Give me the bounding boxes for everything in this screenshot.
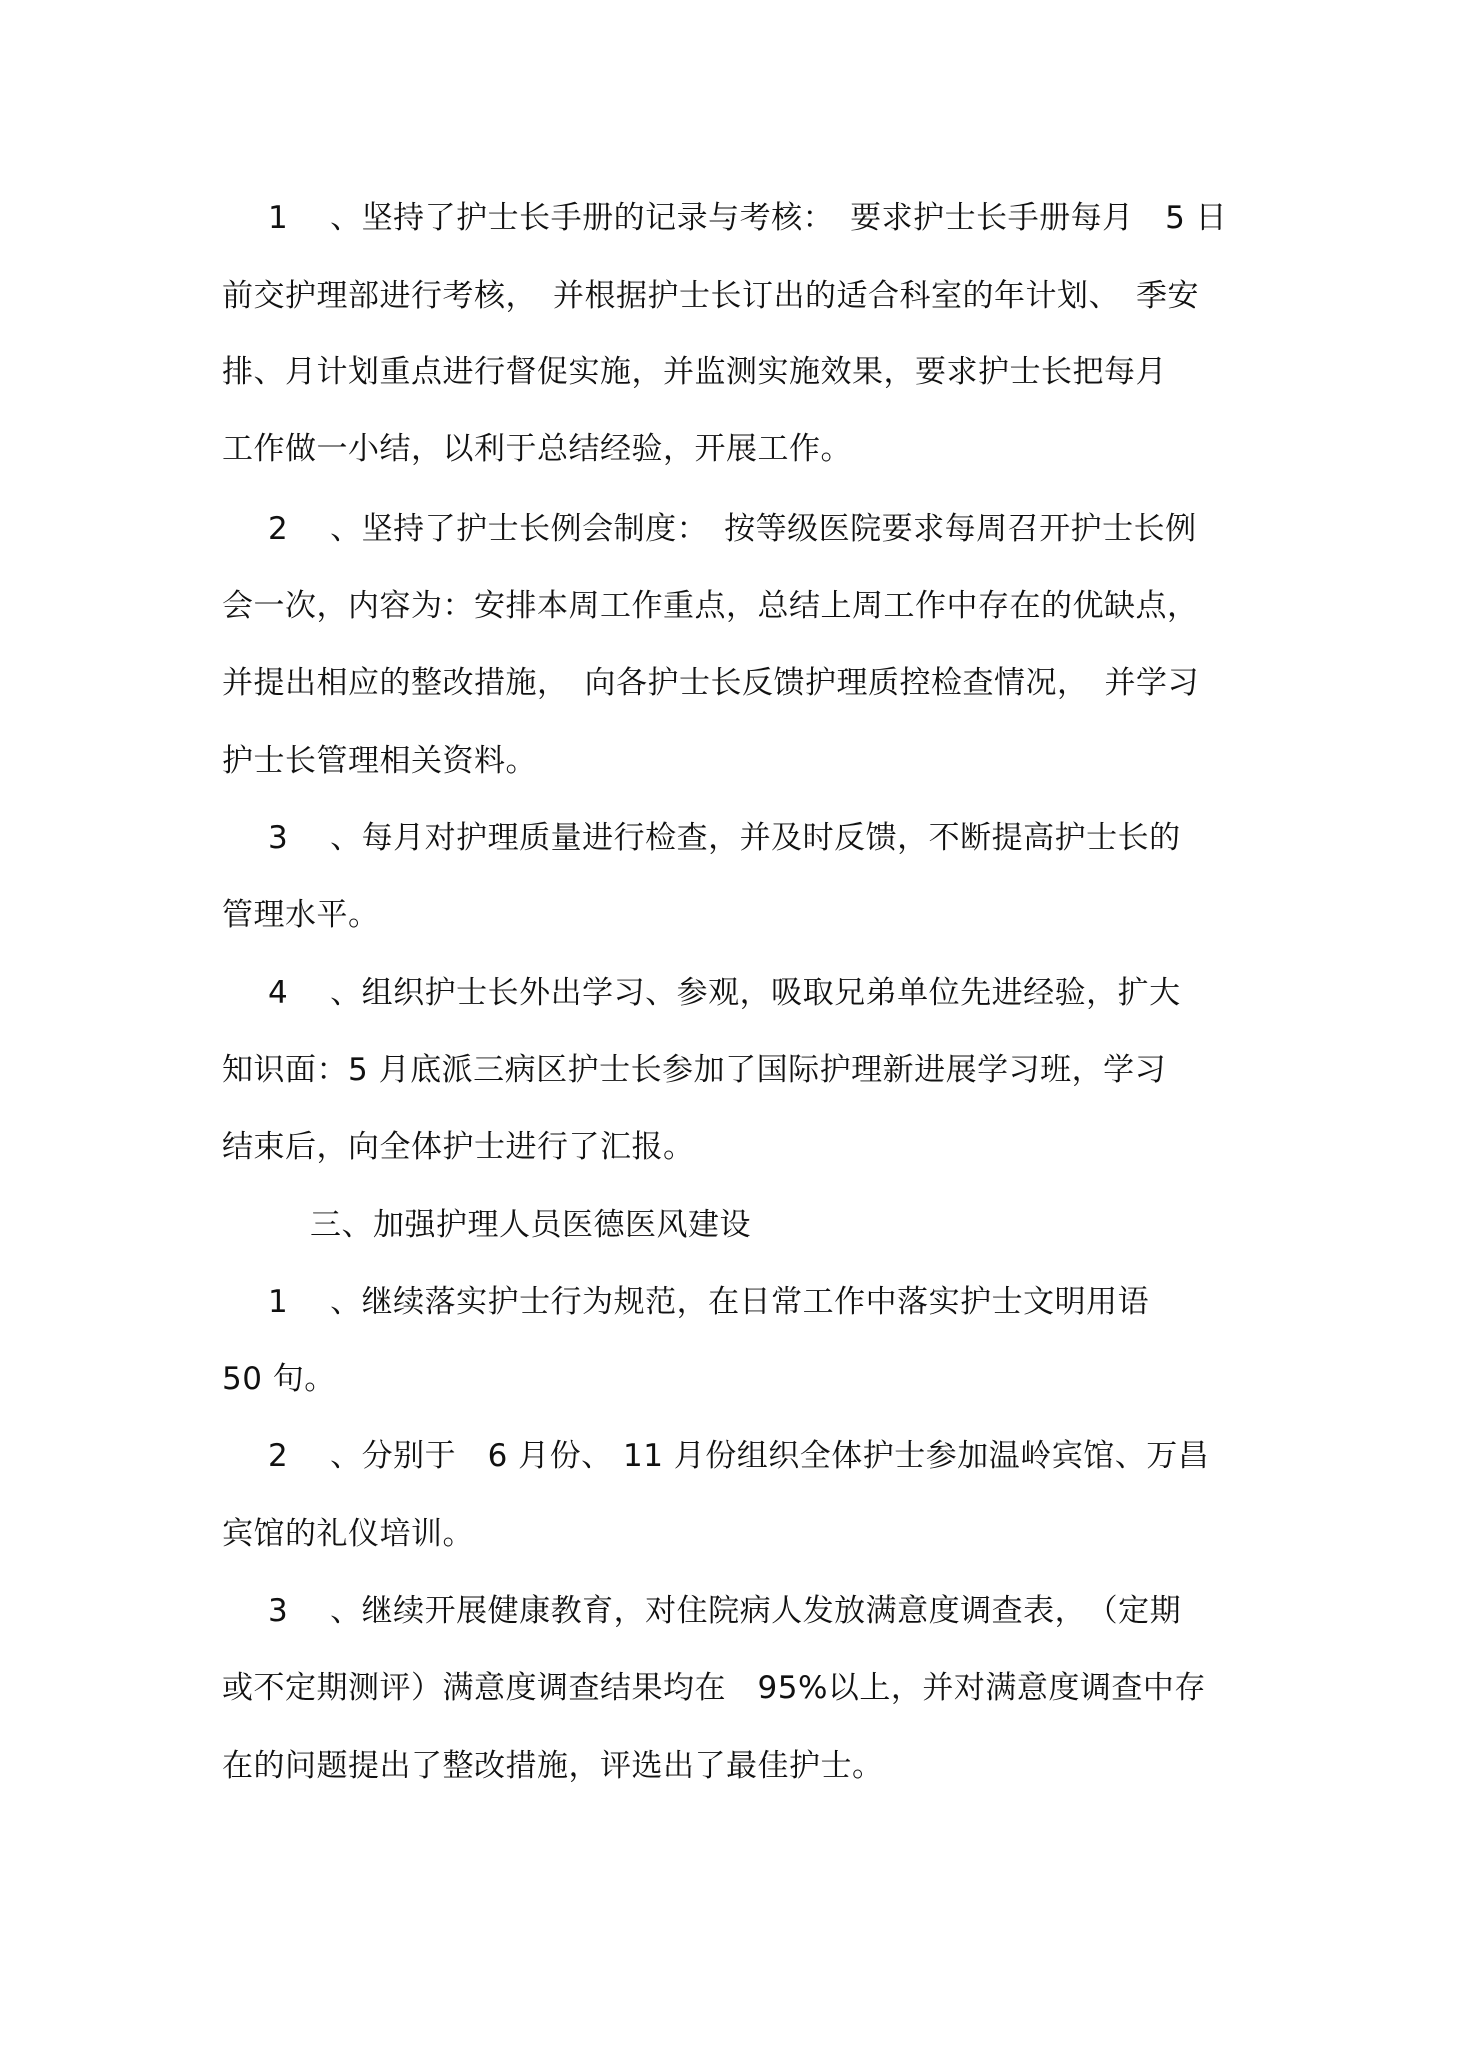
text-line: 3 、继续开展健康教育，对住院病人发放满意度调查表， （定期 (268, 1593, 1182, 1629)
text-line: 2 、分别于 6 月份、 11 月份组织全体护士参加温岭宾馆、万昌 (268, 1438, 1210, 1474)
text-line: 结束后，向全体护士进行了汇报。 (222, 1129, 695, 1165)
text-line: 护士长管理相关资料。 (222, 743, 537, 779)
text-line: 并提出相应的整改措施， 向各护士长反馈护理质控检查情况， 并学习 (222, 665, 1199, 701)
text-line: 会一次，内容为：安排本周工作重点，总结上周工作中存在的优缺点， (222, 588, 1199, 624)
text-line: 知识面：5 月底派三病区护士长参加了国际护理新进展学习班，学习 (222, 1052, 1167, 1088)
text-line: 1 、坚持了护士长手册的记录与考核： 要求护士长手册每月 5 日 (268, 200, 1228, 236)
text-line: 或不定期测评）满意度调查结果均在 95%以上，并对满意度调查中存 (222, 1670, 1206, 1706)
text-line: 1 、继续落实护士行为规范，在日常工作中落实护士文明用语 (268, 1284, 1150, 1320)
text-line: 工作做一小结，以利于总结经验，开展工作。 (222, 431, 852, 467)
text-line: 4 、组织护士长外出学习、参观，吸取兄弟单位先进经验，扩大 (268, 975, 1181, 1011)
text-line: 宾馆的礼仪培训。 (222, 1516, 474, 1552)
text-line: 管理水平。 (222, 897, 380, 933)
text-line: 排、月计划重点进行督促实施，并监测实施效果，要求护士长把每月 (222, 354, 1167, 390)
text-line: 50 句。 (222, 1361, 336, 1397)
text-line: 2 、坚持了护士长例会制度： 按等级医院要求每周召开护士长例 (268, 511, 1197, 547)
section-heading: 三、加强护理人员医德医风建设 (310, 1207, 751, 1243)
text-line: 前交护理部进行考核， 并根据护士长订出的适合科室的年计划、 季安 (222, 278, 1199, 314)
text-line: 3 、每月对护理质量进行检查，并及时反馈，不断提高护士长的 (268, 820, 1181, 856)
text-line: 在的问题提出了整改措施，评选出了最佳护士。 (222, 1748, 884, 1784)
